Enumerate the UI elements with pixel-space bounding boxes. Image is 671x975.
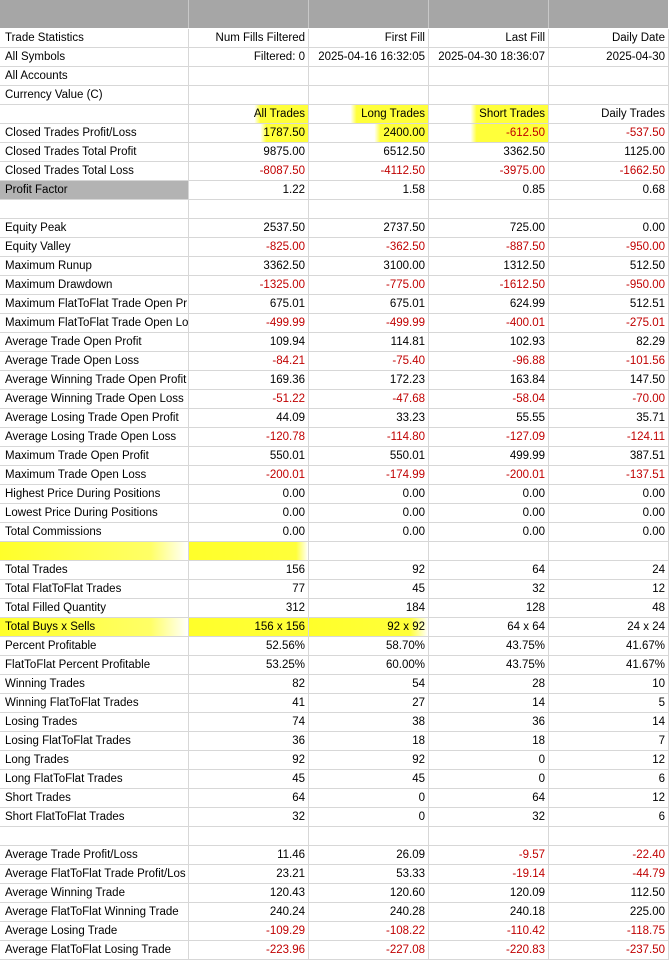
table-row-total-commissions[interactable] [0,523,670,542]
row-value-all: 32 [189,808,309,827]
row-value-short: 43.75% [429,656,549,675]
row-value-all: 109.94 [189,333,309,352]
table-row-average-flattoflat-losing-trade[interactable] [0,941,670,960]
row-value-long: 18 [309,732,429,751]
row-value-long: 58.70% [309,637,429,656]
row-label: Average Winning Trade [0,884,189,903]
row-value-long: -362.50 [309,238,429,257]
row-value-short: 18 [429,732,549,751]
row-label: Average Losing Trade [0,922,189,941]
table-row-short-trades[interactable] [0,789,670,808]
row-value-daily: 387.51 [549,447,669,466]
row-value-short [429,200,549,219]
row-label: Closed Trades Total Profit [0,143,189,162]
row-value-long: 0 [309,808,429,827]
row-value-long: 38 [309,713,429,732]
table-row-currency-value-c[interactable] [0,86,670,105]
row-value-daily: 14 [549,713,669,732]
row-value-daily: -950.00 [549,238,669,257]
row-label: Total Trades [0,561,189,580]
row-label: Maximum Drawdown [0,276,189,295]
row-value-all: 11.46 [189,846,309,865]
row-value-short: 240.18 [429,903,549,922]
row-value-daily: 0.00 [549,219,669,238]
row-value-long: 120.60 [309,884,429,903]
row-value-all [189,67,309,86]
row-label: Long FlatToFlat Trades [0,770,189,789]
row-value-daily [549,67,669,86]
row-value-all: 9875.00 [189,143,309,162]
row-value-daily: 24 [549,561,669,580]
column-header-last-fill[interactable]: Last Fill [429,29,549,48]
row-label: Equity Peak [0,219,189,238]
row-value-long: 240.28 [309,903,429,922]
row-value-daily: 0.00 [549,504,669,523]
table-row-average-losing-trade-open-profit[interactable] [0,409,670,428]
row-value-all: 156 [189,561,309,580]
row-value-daily: 24 x 24 [549,618,669,637]
row-label: Closed Trades Total Loss [0,162,189,181]
row-label: Long Trades [0,751,189,770]
row-value-all: 82 [189,675,309,694]
row-label: Total Filled Quantity [0,599,189,618]
row-value-all: 2537.50 [189,219,309,238]
table-row-average-flattoflat-winning-trade[interactable] [0,903,670,922]
row-value-long: 675.01 [309,295,429,314]
table-row-losing-flattoflat-trades[interactable] [0,732,670,751]
row-value-all: 675.01 [189,295,309,314]
table-row-blank[interactable] [0,105,670,124]
row-value-short: 725.00 [429,219,549,238]
table-row-losing-trades[interactable] [0,713,670,732]
row-value-short: 64 [429,561,549,580]
row-value-short: 0 [429,770,549,789]
row-value-short: -58.04 [429,390,549,409]
row-value-short: 0.85 [429,181,549,200]
row-value-daily: -275.01 [549,314,669,333]
row-label: Total Buys x Sells [0,618,189,637]
row-value-long: 45 [309,770,429,789]
row-value-all: 120.43 [189,884,309,903]
row-label: Maximum Trade Open Loss [0,466,189,485]
row-value-all: 0.00 [189,485,309,504]
row-value-long: 3100.00 [309,257,429,276]
row-value-daily: 0.00 [549,523,669,542]
row-value-long: 92 [309,561,429,580]
row-label: Equity Valley [0,238,189,257]
row-value-long: 172.23 [309,371,429,390]
table-row-long-trades[interactable] [0,751,670,770]
row-value-short: 2025-04-30 18:36:07 [429,48,549,67]
table-row-total-filled-quantity[interactable] [0,599,670,618]
table-row-flattoflat-percent-profitable[interactable] [0,656,670,675]
row-value-all: 0.00 [189,504,309,523]
table-header-row [0,29,670,48]
table-row-equity-valley[interactable] [0,238,670,257]
row-value-daily: 41.67% [549,637,669,656]
row-value-short: 102.93 [429,333,549,352]
row-value-long [309,67,429,86]
row-value-long: -227.08 [309,941,429,960]
row-label: Average Trade Open Loss [0,352,189,371]
table-row-profit-factor[interactable] [0,181,670,200]
row-value-all: 1787.50 [189,124,309,143]
row-value-long: 2737.50 [309,219,429,238]
row-value-short: 0 [429,751,549,770]
row-value-short: 14 [429,694,549,713]
row-value-daily: 12 [549,580,669,599]
row-value-daily: 6 [549,770,669,789]
row-value-daily: 12 [549,751,669,770]
row-value-daily: -118.75 [549,922,669,941]
row-value-short: 3362.50 [429,143,549,162]
row-value-long [309,86,429,105]
row-value-long: 0.00 [309,523,429,542]
table-row-all-accounts[interactable] [0,67,670,86]
row-value-short: 28 [429,675,549,694]
row-value-daily [549,827,669,846]
row-value-short [429,827,549,846]
row-label: Average Trade Profit/Loss [0,846,189,865]
row-value-long: Long Trades [309,105,429,124]
row-label: Closed Trades Profit/Loss [0,124,189,143]
row-value-all: 52.56% [189,637,309,656]
row-value-daily: 0.68 [549,181,669,200]
row-value-long: 60.00% [309,656,429,675]
row-value-all: 74 [189,713,309,732]
row-label: Total Commissions [0,523,189,542]
row-value-long: -47.68 [309,390,429,409]
row-value-all: -84.21 [189,352,309,371]
row-label [0,200,189,219]
row-value-long [309,542,429,561]
row-value-short: 120.09 [429,884,549,903]
row-value-daily [549,542,669,561]
row-value-all: -109.29 [189,922,309,941]
row-label [0,542,189,561]
row-value-daily: 512.51 [549,295,669,314]
row-label: Average FlatToFlat Trade Profit/Los [0,865,189,884]
row-value-daily: 6 [549,808,669,827]
row-value-all: 240.24 [189,903,309,922]
trade-statistics-table[interactable] [0,29,670,960]
table-row-total-flattoflat-trades[interactable] [0,580,670,599]
table-row-winning-trades[interactable] [0,675,670,694]
row-value-short: 32 [429,580,549,599]
row-value-short: -127.09 [429,428,549,447]
row-value-all: 169.36 [189,371,309,390]
row-value-daily: Daily Trades [549,105,669,124]
table-row-maximum-trade-open-loss[interactable] [0,466,670,485]
row-value-long: 0.00 [309,504,429,523]
row-value-short: 64 [429,789,549,808]
column-header-first-fill[interactable]: First Fill [309,29,429,48]
row-value-all: 64 [189,789,309,808]
row-value-daily: 48 [549,599,669,618]
row-value-daily: 12 [549,789,669,808]
table-row-average-trade-open-loss[interactable] [0,352,670,371]
table-row-maximum-flattoflat-trade-open-lo[interactable] [0,314,670,333]
table-row-all-symbols[interactable] [0,48,670,67]
row-value-short: -9.57 [429,846,549,865]
table-row-maximum-drawdown[interactable] [0,276,670,295]
row-value-long: 550.01 [309,447,429,466]
row-value-daily: 112.50 [549,884,669,903]
row-value-all [189,200,309,219]
table-row-blank[interactable] [0,200,670,219]
row-value-short: 55.55 [429,409,549,428]
row-label: Average Winning Trade Open Profit [0,371,189,390]
row-value-long: 27 [309,694,429,713]
row-value-all: -223.96 [189,941,309,960]
row-value-all: 1.22 [189,181,309,200]
row-label: Average Trade Open Profit [0,333,189,352]
table-row-average-losing-trade-open-loss[interactable] [0,428,670,447]
row-value-all [189,827,309,846]
row-label: Short FlatToFlat Trades [0,808,189,827]
table-row-closed-trades-total-loss[interactable] [0,162,670,181]
row-value-long: 33.23 [309,409,429,428]
row-value-short: -612.50 [429,124,549,143]
table-row-equity-peak[interactable] [0,219,670,238]
row-value-short: 163.84 [429,371,549,390]
row-value-short [429,67,549,86]
table-row-blank[interactable] [0,542,670,561]
row-label: Winning Trades [0,675,189,694]
header-band [0,0,668,28]
row-value-short: -200.01 [429,466,549,485]
row-value-short: -3975.00 [429,162,549,181]
row-value-long [309,827,429,846]
row-value-daily: -44.79 [549,865,669,884]
table-row-total-buys-x-sells[interactable] [0,618,670,637]
row-value-daily: -22.40 [549,846,669,865]
row-label: All Symbols [0,48,189,67]
row-value-all: 92 [189,751,309,770]
row-value-all: 23.21 [189,865,309,884]
row-value-all: 3362.50 [189,257,309,276]
row-value-all: 77 [189,580,309,599]
column-header-daily-date[interactable]: Daily Date [549,29,669,48]
table-row-maximum-runup[interactable] [0,257,670,276]
row-value-short: -220.83 [429,941,549,960]
row-value-all [189,86,309,105]
row-label: Lowest Price During Positions [0,504,189,523]
row-value-daily: 5 [549,694,669,713]
table-row-total-trades[interactable] [0,561,670,580]
row-value-daily: -137.51 [549,466,669,485]
table-row-closed-trades-profit-loss[interactable] [0,124,670,143]
row-value-short: -400.01 [429,314,549,333]
row-value-long: -108.22 [309,922,429,941]
row-value-all: -51.22 [189,390,309,409]
row-label: Average Losing Trade Open Loss [0,428,189,447]
row-label: Average Winning Trade Open Loss [0,390,189,409]
row-value-daily: -101.56 [549,352,669,371]
row-label: Profit Factor [0,181,189,200]
row-label: Losing Trades [0,713,189,732]
row-value-daily: 41.67% [549,656,669,675]
row-value-daily: 2025-04-30 [549,48,669,67]
row-value-long: 184 [309,599,429,618]
row-value-daily: 147.50 [549,371,669,390]
row-value-long: -499.99 [309,314,429,333]
row-value-all: 44.09 [189,409,309,428]
row-value-long: 53.33 [309,865,429,884]
row-value-long [309,200,429,219]
row-value-daily: 82.29 [549,333,669,352]
row-value-all: 550.01 [189,447,309,466]
table-row-closed-trades-total-profit[interactable] [0,143,670,162]
row-value-all: 312 [189,599,309,618]
row-value-all: All Trades [189,105,309,124]
table-row-average-losing-trade[interactable] [0,922,670,941]
row-value-daily [549,200,669,219]
row-value-daily: -1662.50 [549,162,669,181]
row-value-short: 36 [429,713,549,732]
table-row-short-flattoflat-trades[interactable] [0,808,670,827]
table-row-average-winning-trade-open-loss[interactable] [0,390,670,409]
row-value-short: 43.75% [429,637,549,656]
row-value-all: 53.25% [189,656,309,675]
row-value-short: -887.50 [429,238,549,257]
row-value-daily: -124.11 [549,428,669,447]
row-label: FlatToFlat Percent Profitable [0,656,189,675]
row-label [0,105,189,124]
row-value-long: 92 [309,751,429,770]
row-value-all: -200.01 [189,466,309,485]
row-value-all: -499.99 [189,314,309,333]
row-value-short: 499.99 [429,447,549,466]
table-row-average-flattoflat-trade-profit-los[interactable] [0,865,670,884]
row-label: Highest Price During Positions [0,485,189,504]
row-label: Average Losing Trade Open Profit [0,409,189,428]
row-value-daily: -70.00 [549,390,669,409]
table-row-long-flattoflat-trades[interactable] [0,770,670,789]
row-value-long: 6512.50 [309,143,429,162]
row-label: Percent Profitable [0,637,189,656]
row-value-long: 2025-04-16 16:32:05 [309,48,429,67]
row-value-all: 41 [189,694,309,713]
row-value-short: -1612.50 [429,276,549,295]
row-value-short: 0.00 [429,523,549,542]
row-value-long: -775.00 [309,276,429,295]
row-value-daily: -237.50 [549,941,669,960]
row-value-short: Short Trades [429,105,549,124]
row-value-long: 45 [309,580,429,599]
row-label: Maximum FlatToFlat Trade Open Pr [0,295,189,314]
row-label: Short Trades [0,789,189,808]
row-value-daily: 35.71 [549,409,669,428]
row-value-short: 1312.50 [429,257,549,276]
row-label: Maximum Runup [0,257,189,276]
table-row-blank[interactable] [0,827,670,846]
table-row-maximum-flattoflat-trade-open-pr[interactable] [0,295,670,314]
row-value-long: 2400.00 [309,124,429,143]
row-value-short: -110.42 [429,922,549,941]
row-value-all: 0.00 [189,523,309,542]
row-value-long: -4112.50 [309,162,429,181]
row-label: Average FlatToFlat Winning Trade [0,903,189,922]
row-value-daily: 0.00 [549,485,669,504]
table-row-percent-profitable[interactable] [0,637,670,656]
row-value-short: 624.99 [429,295,549,314]
row-value-daily: 10 [549,675,669,694]
row-value-long: 1.58 [309,181,429,200]
row-value-daily: 512.50 [549,257,669,276]
row-value-short [429,86,549,105]
row-value-daily: 1125.00 [549,143,669,162]
table-row-winning-flattoflat-trades[interactable] [0,694,670,713]
row-value-long: 92 x 92 [309,618,429,637]
row-value-daily: -537.50 [549,124,669,143]
row-value-long: 26.09 [309,846,429,865]
table-row-maximum-trade-open-profit[interactable] [0,447,670,466]
row-value-all: -825.00 [189,238,309,257]
row-value-short: -96.88 [429,352,549,371]
row-value-all: -120.78 [189,428,309,447]
row-label: Maximum FlatToFlat Trade Open Lo [0,314,189,333]
row-value-daily: -950.00 [549,276,669,295]
row-value-long: 0.00 [309,485,429,504]
row-label: Currency Value (C) [0,86,189,105]
row-value-all: Filtered: 0 [189,48,309,67]
row-value-short: 128 [429,599,549,618]
table-row-average-winning-trade-open-profit[interactable] [0,371,670,390]
row-label: Maximum Trade Open Profit [0,447,189,466]
row-label: All Accounts [0,67,189,86]
row-value-short [429,542,549,561]
row-label: Losing FlatToFlat Trades [0,732,189,751]
row-label: Winning FlatToFlat Trades [0,694,189,713]
row-label [0,827,189,846]
row-value-long: -114.80 [309,428,429,447]
row-label: Average FlatToFlat Losing Trade [0,941,189,960]
row-value-all [189,542,309,561]
row-value-long: 0 [309,789,429,808]
row-value-short: 32 [429,808,549,827]
table-row-average-trade-open-profit[interactable] [0,333,670,352]
row-value-short: 0.00 [429,504,549,523]
row-label: Total FlatToFlat Trades [0,580,189,599]
row-value-long: -75.40 [309,352,429,371]
row-value-all: 45 [189,770,309,789]
row-value-short: 64 x 64 [429,618,549,637]
table-row-lowest-price-during-positions[interactable] [0,504,670,523]
table-row-average-winning-trade[interactable] [0,884,670,903]
row-value-all: -8087.50 [189,162,309,181]
table-row-highest-price-during-positions[interactable] [0,485,670,504]
row-value-long: 114.81 [309,333,429,352]
row-value-daily: 7 [549,732,669,751]
row-value-all: 36 [189,732,309,751]
column-header-num-fills-filtered[interactable]: Num Fills Filtered [189,29,309,48]
row-value-all: -1325.00 [189,276,309,295]
column-header-trade-statistics[interactable]: Trade Statistics [0,29,189,48]
row-value-daily [549,86,669,105]
row-value-daily: 225.00 [549,903,669,922]
row-value-short: -19.14 [429,865,549,884]
table-row-average-trade-profit-loss[interactable] [0,846,670,865]
row-value-long: 54 [309,675,429,694]
row-value-all: 156 x 156 [189,618,309,637]
row-value-short: 0.00 [429,485,549,504]
row-value-long: -174.99 [309,466,429,485]
